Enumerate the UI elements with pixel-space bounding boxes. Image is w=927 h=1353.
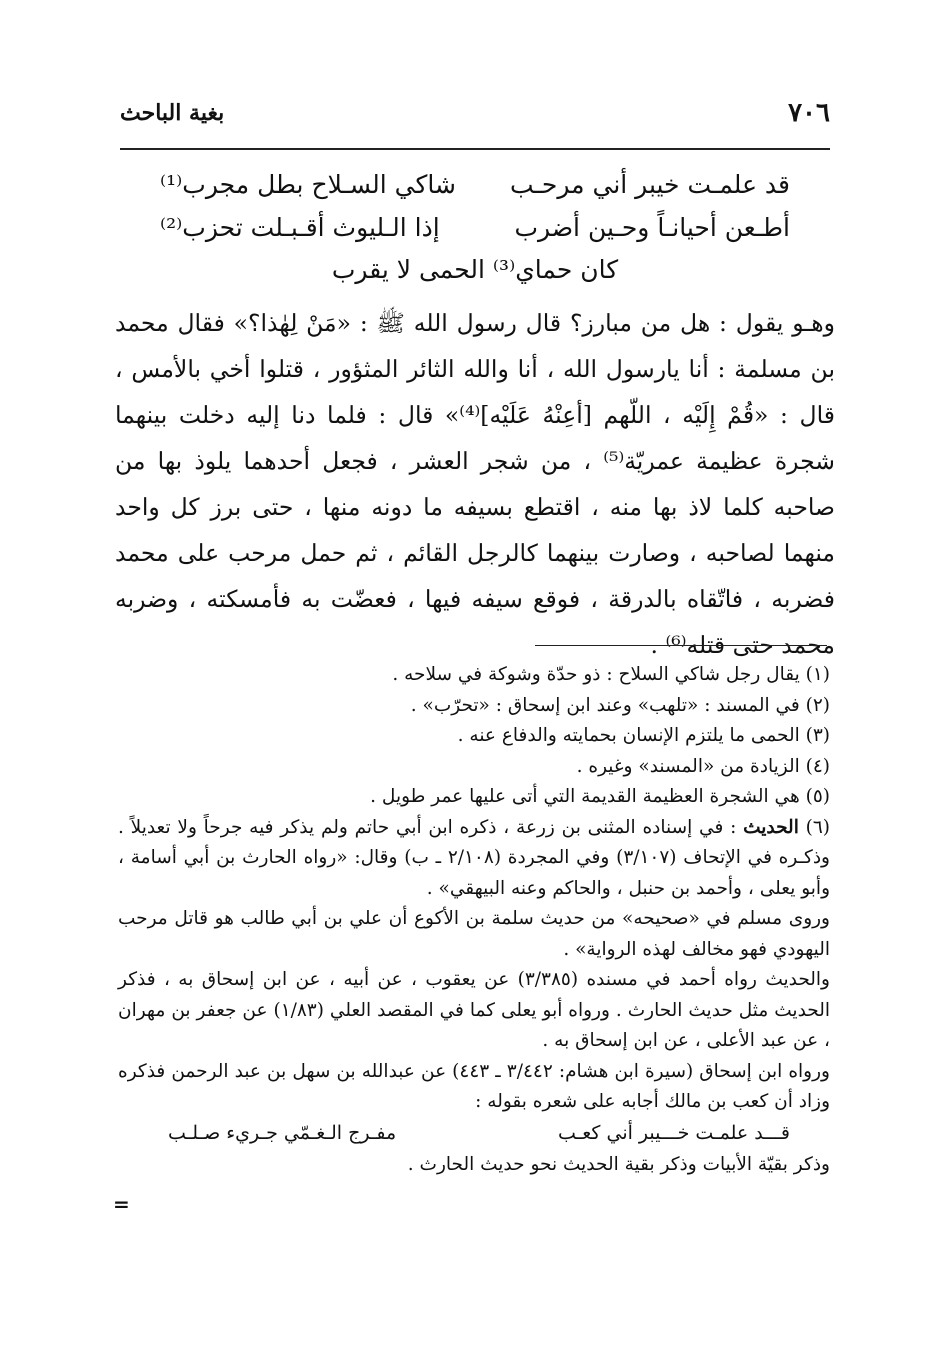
footnote-verse-first: قـــد علمـت خـــيبر أني كعـب	[558, 1121, 790, 1144]
continuation-mark: =	[113, 1192, 130, 1216]
verse-2-second-hemistich: إذا الـليوث أقـبـلت تحزب⁽²⁾	[160, 213, 440, 242]
footnote-4: (٤) الزيادة من «المسند» وغيره .	[576, 755, 830, 777]
poem-verse-2	[160, 213, 790, 253]
verse-2-first-hemistich: أطـعن أحيانـاً وحـين أضرب	[514, 213, 790, 242]
footnote-6-text: : في إسناده المثنى بن زرعة ، ذكره ابن أبي حاتم ولم يذكر فيه جرحاً ولا تعديلاً . وذكـره في الإتحاف (٣/١٠٧) وفي المجردة (٢/١٠٨ ـ ب) وقال: «رواه الحارث بن أبي أسامة ، وأبو يعلى ، وأحمد بن حنبل ، والحاكم وعنه البيهقي» .	[118, 816, 830, 899]
footnote-1: (١) يقال رجل شاكي السلاح : ذو حدّة وشوكة في سلاحه .	[392, 664, 830, 685]
footnote-ishaq-paragraph: ورواه ابن إسحاق (سيرة ابن هشام: ٣/٤٤٢ ـ ٤٤٣) عن عبدالله بن سهل بن عبد الرحمن فذكره وزاد أن كعب بن مالك أجابه على شعره بقوله :	[118, 1060, 830, 1112]
footnote-separator	[535, 645, 827, 646]
footnote-2: (٢) في المسند : «تلهب» وعند ابن إسحاق : «تحرّب» .	[410, 694, 830, 716]
footnote-verse-second: مفـرج الـغـمّي جـريء صـلـب	[168, 1121, 397, 1144]
footnote-muslim-paragraph: وروى مسلم في «صحيحه» من حديث سلمة بن الأكوع أن علي بن أبي طالب هو قاتل مرحب اليهودي فهو مخالف لهذه الرواية» .	[118, 908, 830, 960]
poem-last-line: كان حماي⁽³⁾ الحمى لا يقرب	[331, 255, 619, 284]
page-header	[120, 98, 830, 138]
verse-1-first-hemistich: قد علمـت خيبر أني مرحـب	[510, 170, 790, 199]
footnote-last-paragraph: وذكر بقيّة الأبيات وذكر بقية الحديث نحو حديث الحارث .	[407, 1153, 830, 1175]
footnote-6-label: الحديث	[743, 816, 799, 838]
poem-verse-1	[160, 170, 790, 210]
book-title: بغية الباحث	[120, 100, 225, 126]
page-number: ٧٠٦	[788, 98, 830, 128]
footnote-ahmad-paragraph: والحديث رواه أحمد في مسنده (٣/٣٨٥) عن يعقوب ، عن أبيه ، عن ابن إسحاق به ، فذكر الحديث مثل حديث الحارث . ورواه أبو يعلى كما في المقصد العلي (١/٨٣) عن جعفر بن مهران ، عن عبد الأعلى ، عن ابن إسحاق به .	[118, 969, 830, 1051]
footnotes	[118, 660, 830, 1180]
main-paragraph: وهـو يقول : هل من مبارز؟ قال رسول الله ﷺ : «مَنْ لِهٰذا؟» فقال محمد بن مسلمة : أنا يارسول الله ، أنا والله الثائر المثؤور ، قتلوا أخي بالأمس ، قال : «قُمْ إِلَيْه ، اللّهم [أعِنْهُ عَلَيْه]⁽⁴⁾» قال : فلما دنا إليه دخلت بينهما شجرة عظيمة عمريّة⁽⁵⁾ ، من شجر العشر ، فجعل أحدهما يلوذ بها من صاحبه كلما لاذ بها منه ، اقتطع بسيفه ما دونه منها ، حتى برز كل واحد منهما لصاحبه ، وصارت بينهما كالرجل القائم ، ثم حمل مرحب على محمد فضربه ، فاتّقاه بالدرقة ، فوقع سيفه فيها ، فعضّت به فأمسكته ، وضربه محمد حتى قتله⁽⁶⁾ .	[115, 309, 835, 659]
footnote-6-number: (٦)	[798, 816, 830, 838]
main-text	[115, 300, 835, 668]
footnote-verse	[118, 1118, 830, 1150]
header-rule	[120, 148, 830, 150]
footnote-3: (٣) الحمى ما يلتزم الإنسان بحمايته والدفاع عنه .	[457, 725, 830, 746]
verse-1-second-hemistich: شاكي السـلاح بطل مجرب⁽¹⁾	[160, 170, 456, 199]
footnote-6	[118, 813, 830, 905]
footnote-5: (٥) هي الشجرة العظيمة القديمة التي أتى عليها عمر طويل .	[370, 786, 830, 807]
